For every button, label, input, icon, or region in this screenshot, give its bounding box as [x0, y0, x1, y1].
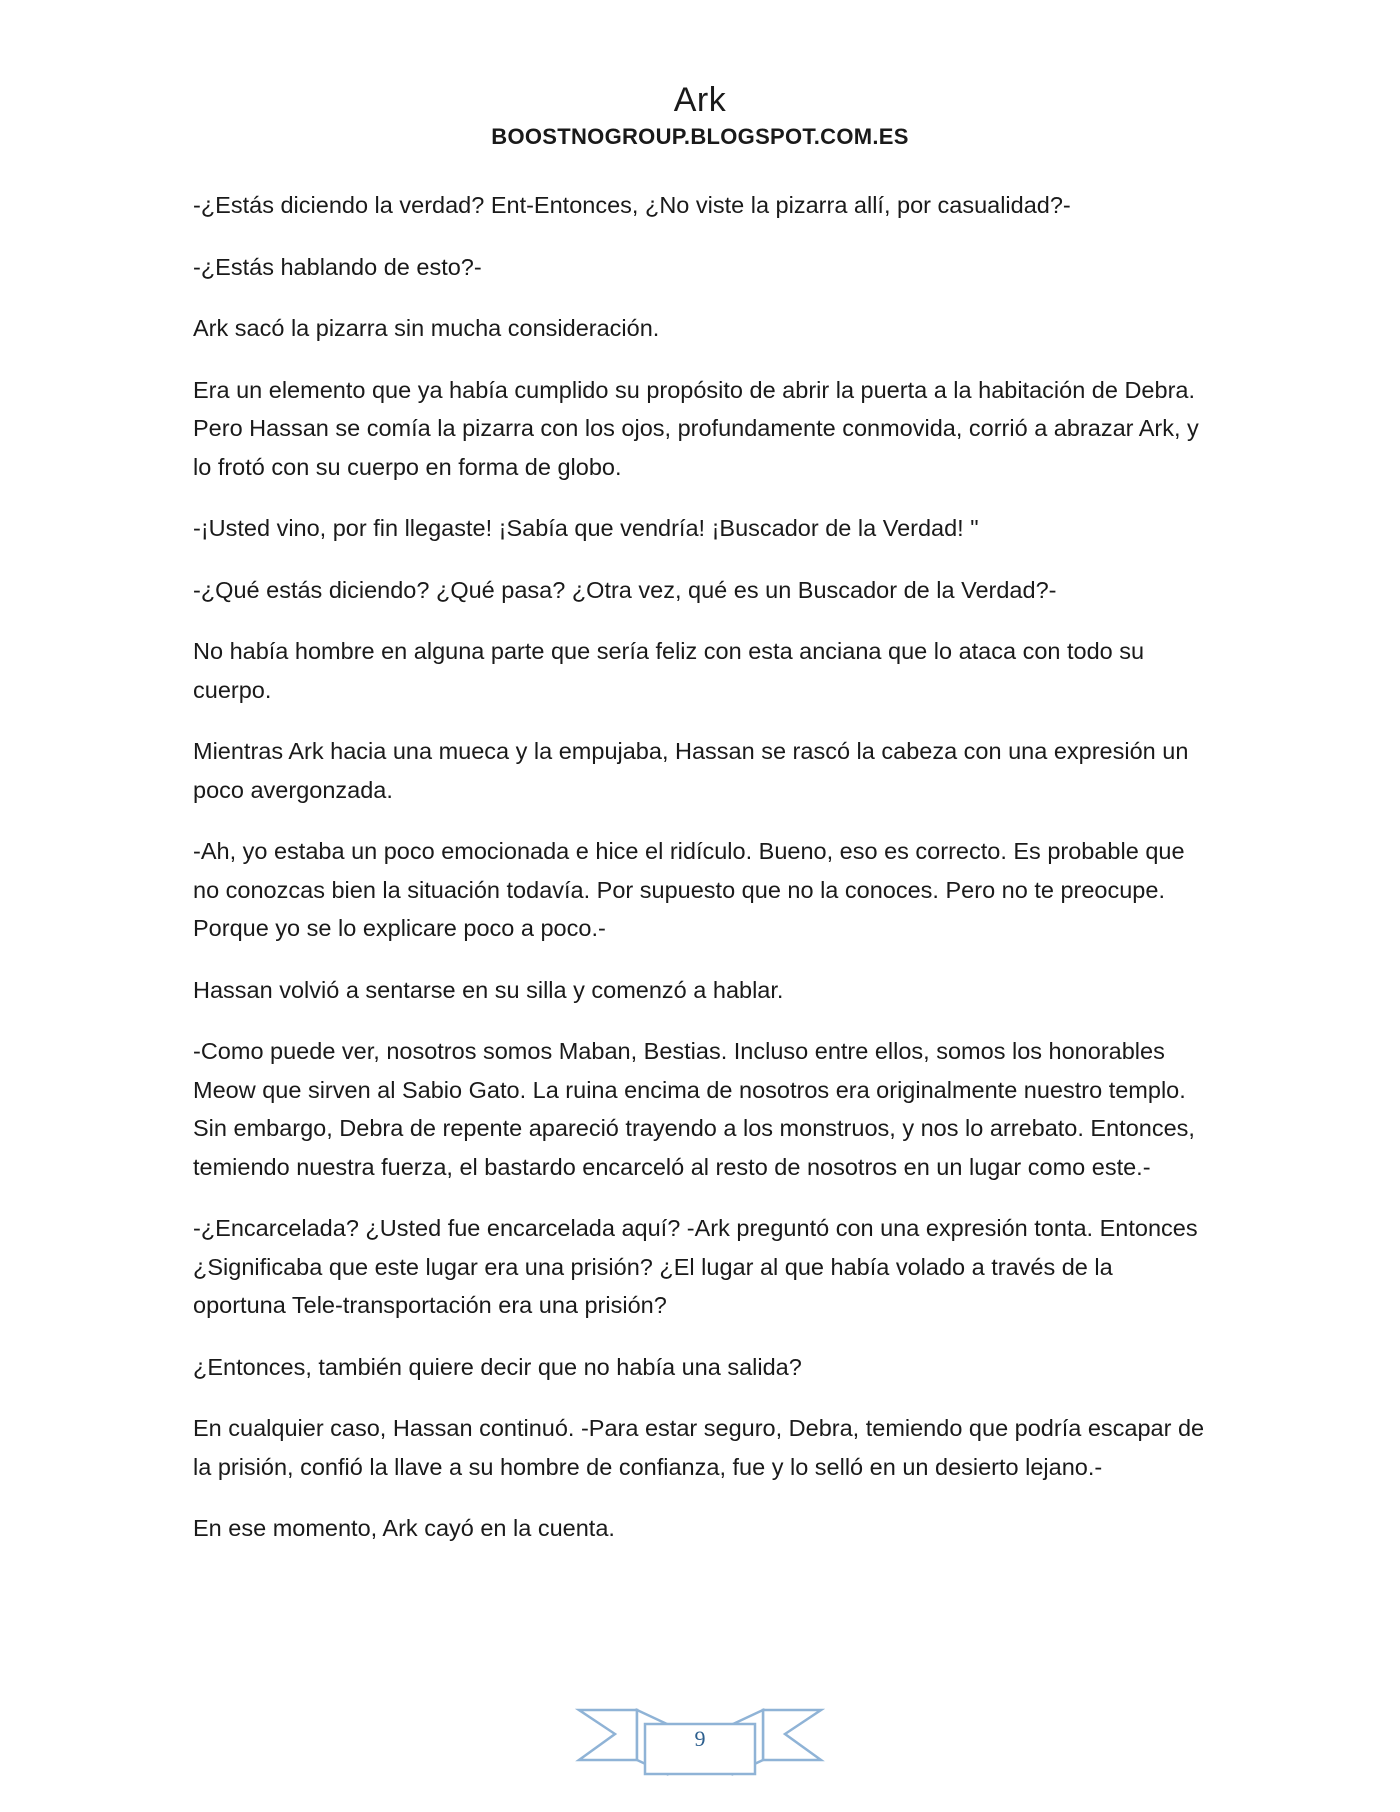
paragraph: En ese momento, Ark cayó en la cuenta.: [193, 1515, 615, 1541]
paragraph: En cualquier caso, Hassan continuó. -Para estar seguro, Debra, temiendo que podría escapar de la prisión, confió la llave a su hombre de confianza, fue y lo selló en un desierto lejano.-: [193, 1415, 1205, 1480]
paragraph: -Ah, yo estaba un poco emocionada e hice el ridículo. Bueno, eso es correcto. Es probable que no conozcas bien la situación todavía. Por supuesto que no la conoces. Pero no te preocupe. Porque yo se lo explicare poco a poco.-: [193, 838, 1185, 941]
body-text: [193, 186, 1210, 1571]
paragraph: -¡Usted vino, por fin llegaste! ¡Sabía que vendría! ¡Buscador de la Verdad! ": [193, 515, 979, 541]
paragraph: Era un elemento que ya había cumplido su propósito de abrir la puerta a la habitación de Debra. Pero Hassan se comía la pizarra con los ojos, profundamente conmovida, corrió a abrazar Ark, y lo frotó con su cuerpo en forma de globo.: [193, 376, 1199, 480]
paragraph: Mientras Ark hacia una mueca y la empujaba, Hassan se rascó la cabeza con una expresión un poco avergonzada.: [193, 738, 1189, 803]
site-url: BOOSTNOGROUP.BLOGSPOT.COM.ES: [491, 124, 909, 149]
paragraph: Hassan volvió a sentarse en su silla y comenzó a hablar.: [193, 976, 784, 1003]
paragraph: ¿Entonces, también quiere decir que no había una salida?: [193, 1353, 802, 1380]
paragraph: No había hombre en alguna parte que sería feliz con esta anciana que lo ataca con todo su cuerpo.: [193, 638, 1145, 703]
paragraph: -¿Estás hablando de esto?-: [193, 253, 482, 280]
paragraph: -¿Qué estás diciendo? ¿Qué pasa? ¿Otra vez, qué es un Buscador de la Verdad?-: [193, 576, 1057, 603]
paragraph: Ark sacó la pizarra sin mucha consideración.: [193, 315, 660, 341]
paragraph: -Como puede ver, nosotros somos Maban, Bestias. Incluso entre ellos, somos los honorables Meow que sirven al Sabio Gato. La ruina encima de nosotros era originalmente nuestro templo. Sin embargo, Debra de repente apareció trayendo a los monstruos, y nos lo arrebato. Entonces, temiendo nuestra fuerza, el bastardo encarceló al resto de nosotros en un lugar como este.-: [193, 1038, 1195, 1180]
book-title: Ark: [673, 81, 727, 119]
page-header: [0, 78, 1400, 152]
paragraph: -¿Estás diciendo la verdad? Ent-Entonces, ¿No viste la pizarra allí, por casualidad?-: [193, 192, 1071, 218]
paragraph: -¿Encarcelada? ¿Usted fue encarcelada aquí? -Ark preguntó con una expresión tonta. Entonces ¿Significaba que este lugar era una prisión? ¿El lugar al que había volado a través de la oportuna Tele-transportación era una prisión?: [193, 1215, 1198, 1318]
page-number: 9: [694, 1726, 706, 1751]
